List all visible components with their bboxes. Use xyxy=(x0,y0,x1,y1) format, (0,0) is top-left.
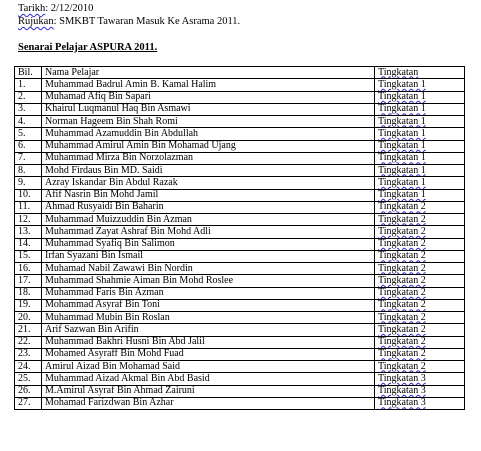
cell-student-name: Mohd Firdaus Bin MD. Saidi xyxy=(42,165,375,177)
cell-tingkatan: Tingkatan 2 xyxy=(375,348,465,360)
cell-tingkatan: Tingkatan 1 xyxy=(375,152,465,164)
cell-bil: 7. xyxy=(15,152,42,164)
table-row xyxy=(15,79,465,91)
header-tingkatan: Tingkatan xyxy=(375,67,465,79)
cell-student-name: Muhammad Amirul Amin Bin Mohamad Ujang xyxy=(42,140,375,152)
header-bil: Bil. xyxy=(15,67,42,79)
cell-student-name: Ahmad Rusyaidi Bin Baharin xyxy=(42,201,375,213)
cell-tingkatan: Tingkatan 1 xyxy=(375,103,465,115)
cell-tingkatan: Tingkatan 2 xyxy=(375,287,465,299)
cell-student-name: Muhamad Afiq Bin Sapari xyxy=(42,91,375,103)
cell-bil: 11. xyxy=(15,201,42,213)
cell-bil: 24. xyxy=(15,361,42,373)
cell-tingkatan: Tingkatan 2 xyxy=(375,299,465,311)
cell-bil: 25. xyxy=(15,373,42,385)
table-row xyxy=(15,116,465,128)
table-row xyxy=(15,263,465,275)
table-row xyxy=(15,103,465,115)
table-row xyxy=(15,299,465,311)
table-row xyxy=(15,165,465,177)
table-row xyxy=(15,128,465,140)
student-table xyxy=(14,66,465,410)
table-row xyxy=(15,361,465,373)
table-row xyxy=(15,140,465,152)
cell-tingkatan: Tingkatan 2 xyxy=(375,226,465,238)
cell-student-name: Afif Nasrin Bin Mohd Jamil xyxy=(42,189,375,201)
cell-tingkatan: Tingkatan 1 xyxy=(375,128,465,140)
cell-tingkatan: Tingkatan 2 xyxy=(375,324,465,336)
table-row xyxy=(15,397,465,409)
cell-bil: 8. xyxy=(15,165,42,177)
cell-student-name: Mohammad Asyraf Bin Toni xyxy=(42,299,375,311)
cell-student-name: Azray Iskandar Bin Abdul Razak xyxy=(42,177,375,189)
table-row xyxy=(15,177,465,189)
cell-student-name: Khairul Luqmanul Haq Bin Asmawi xyxy=(42,103,375,115)
reference-line xyxy=(18,16,240,28)
cell-student-name: Mohamad Farizdwan Bin Azhar xyxy=(42,397,375,409)
cell-tingkatan: Tingkatan 3 xyxy=(375,397,465,409)
cell-bil: 18. xyxy=(15,287,42,299)
cell-bil: 6. xyxy=(15,140,42,152)
cell-student-name: Muhammad Zayat Ashraf Bin Mohd Adli xyxy=(42,226,375,238)
cell-tingkatan: Tingkatan 1 xyxy=(375,91,465,103)
cell-tingkatan: Tingkatan 1 xyxy=(375,177,465,189)
table-row xyxy=(15,324,465,336)
cell-bil: 9. xyxy=(15,177,42,189)
cell-bil: 23. xyxy=(15,348,42,360)
table-row xyxy=(15,152,465,164)
cell-tingkatan: Tingkatan 3 xyxy=(375,373,465,385)
cell-tingkatan: Tingkatan 2 xyxy=(375,275,465,287)
reference-value: : SMKBT Tawaran Masuk Ke Asrama 2011. xyxy=(53,16,241,27)
cell-student-name: Irfan Syazani Bin Ismail xyxy=(42,250,375,262)
cell-bil: 12. xyxy=(15,214,42,226)
table-row xyxy=(15,201,465,213)
reference-label: Rujukan xyxy=(18,16,54,27)
cell-bil: 15. xyxy=(15,250,42,262)
cell-student-name: Muhammad Azamuddin Bin Abdullah xyxy=(42,128,375,140)
cell-student-name: Muhammad Muizzuddin Bin Azman xyxy=(42,214,375,226)
date-value: : 2/12/2010 xyxy=(45,3,94,14)
cell-student-name: Norman Hageem Bin Shah Romi xyxy=(42,116,375,128)
table-row xyxy=(15,348,465,360)
cell-bil: 3. xyxy=(15,103,42,115)
cell-student-name: Muhammad Shahmie Aiman Bin Mohd Roslee xyxy=(42,275,375,287)
cell-bil: 13. xyxy=(15,226,42,238)
cell-student-name: M.Amirul Asyraf Bin Ahmad Zairuni xyxy=(42,385,375,397)
cell-bil: 2. xyxy=(15,91,42,103)
cell-tingkatan: Tingkatan 1 xyxy=(375,116,465,128)
table-row xyxy=(15,373,465,385)
table-row xyxy=(15,336,465,348)
cell-bil: 27. xyxy=(15,397,42,409)
cell-bil: 22. xyxy=(15,336,42,348)
cell-tingkatan: Tingkatan 1 xyxy=(375,140,465,152)
cell-tingkatan: Tingkatan 2 xyxy=(375,214,465,226)
cell-tingkatan: Tingkatan 2 xyxy=(375,312,465,324)
date-line xyxy=(18,3,93,15)
table-row xyxy=(15,287,465,299)
table-row xyxy=(15,250,465,262)
table-row xyxy=(15,91,465,103)
table-row xyxy=(15,238,465,250)
cell-bil: 19. xyxy=(15,299,42,311)
cell-tingkatan: Tingkatan 2 xyxy=(375,250,465,262)
table-row xyxy=(15,312,465,324)
cell-bil: 14. xyxy=(15,238,42,250)
date-label: Tarikh xyxy=(18,3,46,14)
cell-student-name: Muhammad Syafiq Bin Salimon xyxy=(42,238,375,250)
cell-student-name: Amirul Aizad Bin Mohamad Said xyxy=(42,361,375,373)
cell-student-name: Mohamed Asyraff Bin Mohd Fuad xyxy=(42,348,375,360)
cell-bil: 4. xyxy=(15,116,42,128)
cell-tingkatan: Tingkatan 1 xyxy=(375,189,465,201)
cell-tingkatan: Tingkatan 2 xyxy=(375,361,465,373)
table-row xyxy=(15,226,465,238)
cell-bil: 26. xyxy=(15,385,42,397)
table-row xyxy=(15,385,465,397)
cell-tingkatan: Tingkatan 1 xyxy=(375,79,465,91)
table-body xyxy=(15,79,465,410)
cell-student-name: Arif Sazwan Bin Arifin xyxy=(42,324,375,336)
cell-student-name: Muhammad Mubin Bin Roslan xyxy=(42,312,375,324)
cell-tingkatan: Tingkatan 2 xyxy=(375,336,465,348)
cell-tingkatan: Tingkatan 3 xyxy=(375,385,465,397)
table-row xyxy=(15,214,465,226)
header-name: Nama Pelajar xyxy=(42,67,375,79)
cell-student-name: Muhammad Bakhri Husni Bin Abd Jalil xyxy=(42,336,375,348)
cell-tingkatan: Tingkatan 1 xyxy=(375,165,465,177)
table-header-row xyxy=(15,67,465,79)
cell-student-name: Muhammad Faris Bin Azman xyxy=(42,287,375,299)
cell-tingkatan: Tingkatan 2 xyxy=(375,238,465,250)
cell-bil: 21. xyxy=(15,324,42,336)
cell-tingkatan: Tingkatan 2 xyxy=(375,263,465,275)
list-heading: Senarai Pelajar ASPURA 2011. xyxy=(18,42,158,53)
cell-tingkatan: Tingkatan 2 xyxy=(375,201,465,213)
cell-bil: 1. xyxy=(15,79,42,91)
cell-bil: 10. xyxy=(15,189,42,201)
cell-student-name: Muhammad Badrul Amin B. Kamal Halim xyxy=(42,79,375,91)
cell-bil: 5. xyxy=(15,128,42,140)
cell-student-name: Muhammad Aizad Akmal Bin Abd Basid xyxy=(42,373,375,385)
table-row xyxy=(15,189,465,201)
cell-bil: 17. xyxy=(15,275,42,287)
table-row xyxy=(15,275,465,287)
cell-student-name: Muhamad Nabil Zawawi Bin Nordin xyxy=(42,263,375,275)
cell-bil: 16. xyxy=(15,263,42,275)
cell-student-name: Muhammad Mirza Bin Norzolazman xyxy=(42,152,375,164)
cell-bil: 20. xyxy=(15,312,42,324)
